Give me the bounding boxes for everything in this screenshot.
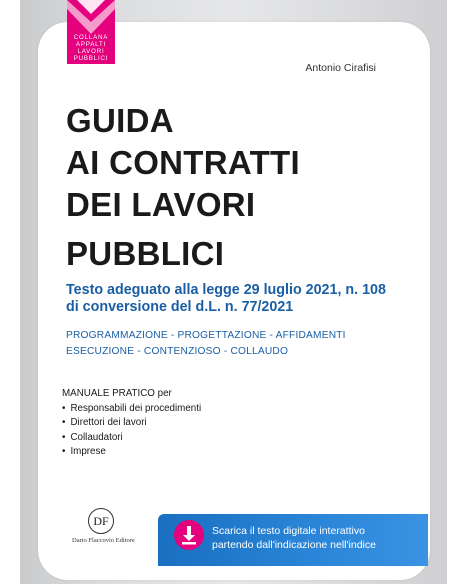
- topics-line: PROGRAMMAZIONE - PROGETTAZIONE - AFFIDAMENTI: [66, 330, 346, 341]
- subtitle-line: di conversione del d.L. n. 77/2021: [66, 299, 294, 315]
- topics-line: ESECUZIONE - CONTENZIOSO - COLLAUDO: [66, 346, 289, 357]
- manual-heading: MANUALE PRATICO per: [62, 388, 172, 399]
- series-badge-text: [67, 34, 115, 62]
- subtitle-line: Testo adeguato alla legge 29 luglio 2021, n. 108: [66, 282, 386, 298]
- title-line: PUBBLICI: [66, 235, 225, 272]
- manual-section: [62, 387, 201, 460]
- list-item: • Imprese: [62, 445, 201, 460]
- list-item: • Responsabili dei procedimenti: [62, 402, 201, 417]
- publisher-logo: [72, 508, 135, 544]
- download-text-line: Scarica il testo digitale interattivo: [212, 525, 365, 537]
- chevron-down-icon: [67, 0, 115, 36]
- list-item: • Collaudatori: [62, 431, 201, 446]
- topics-list: [66, 328, 346, 360]
- download-banner[interactable]: [158, 514, 428, 566]
- audience-list: [62, 402, 201, 460]
- series-badge-line: COLLANA: [73, 34, 109, 41]
- download-arrow-icon: [174, 520, 204, 550]
- download-text: [212, 524, 376, 552]
- download-icon: [174, 520, 204, 550]
- author-name: Antonio Cirafisi: [305, 62, 376, 74]
- book-title: [66, 100, 300, 275]
- list-item: • Direttori dei lavori: [62, 416, 201, 431]
- series-badge: [67, 0, 115, 64]
- publisher-monogram: DF: [88, 508, 114, 534]
- book-subtitle: [66, 282, 386, 316]
- title-line: GUIDA: [66, 102, 174, 139]
- series-badge-line: LAVORI: [77, 48, 105, 55]
- publisher-name: Dario Flaccovio Editore: [72, 537, 135, 544]
- title-line: AI CONTRATTI: [66, 144, 300, 181]
- series-badge-line: PUBBLICI: [73, 55, 109, 62]
- title-line: DEI LAVORI: [66, 186, 256, 223]
- download-text-line: partendo dall'indicazione nell'indice: [212, 539, 376, 551]
- series-badge-line: APPALTI: [75, 41, 107, 48]
